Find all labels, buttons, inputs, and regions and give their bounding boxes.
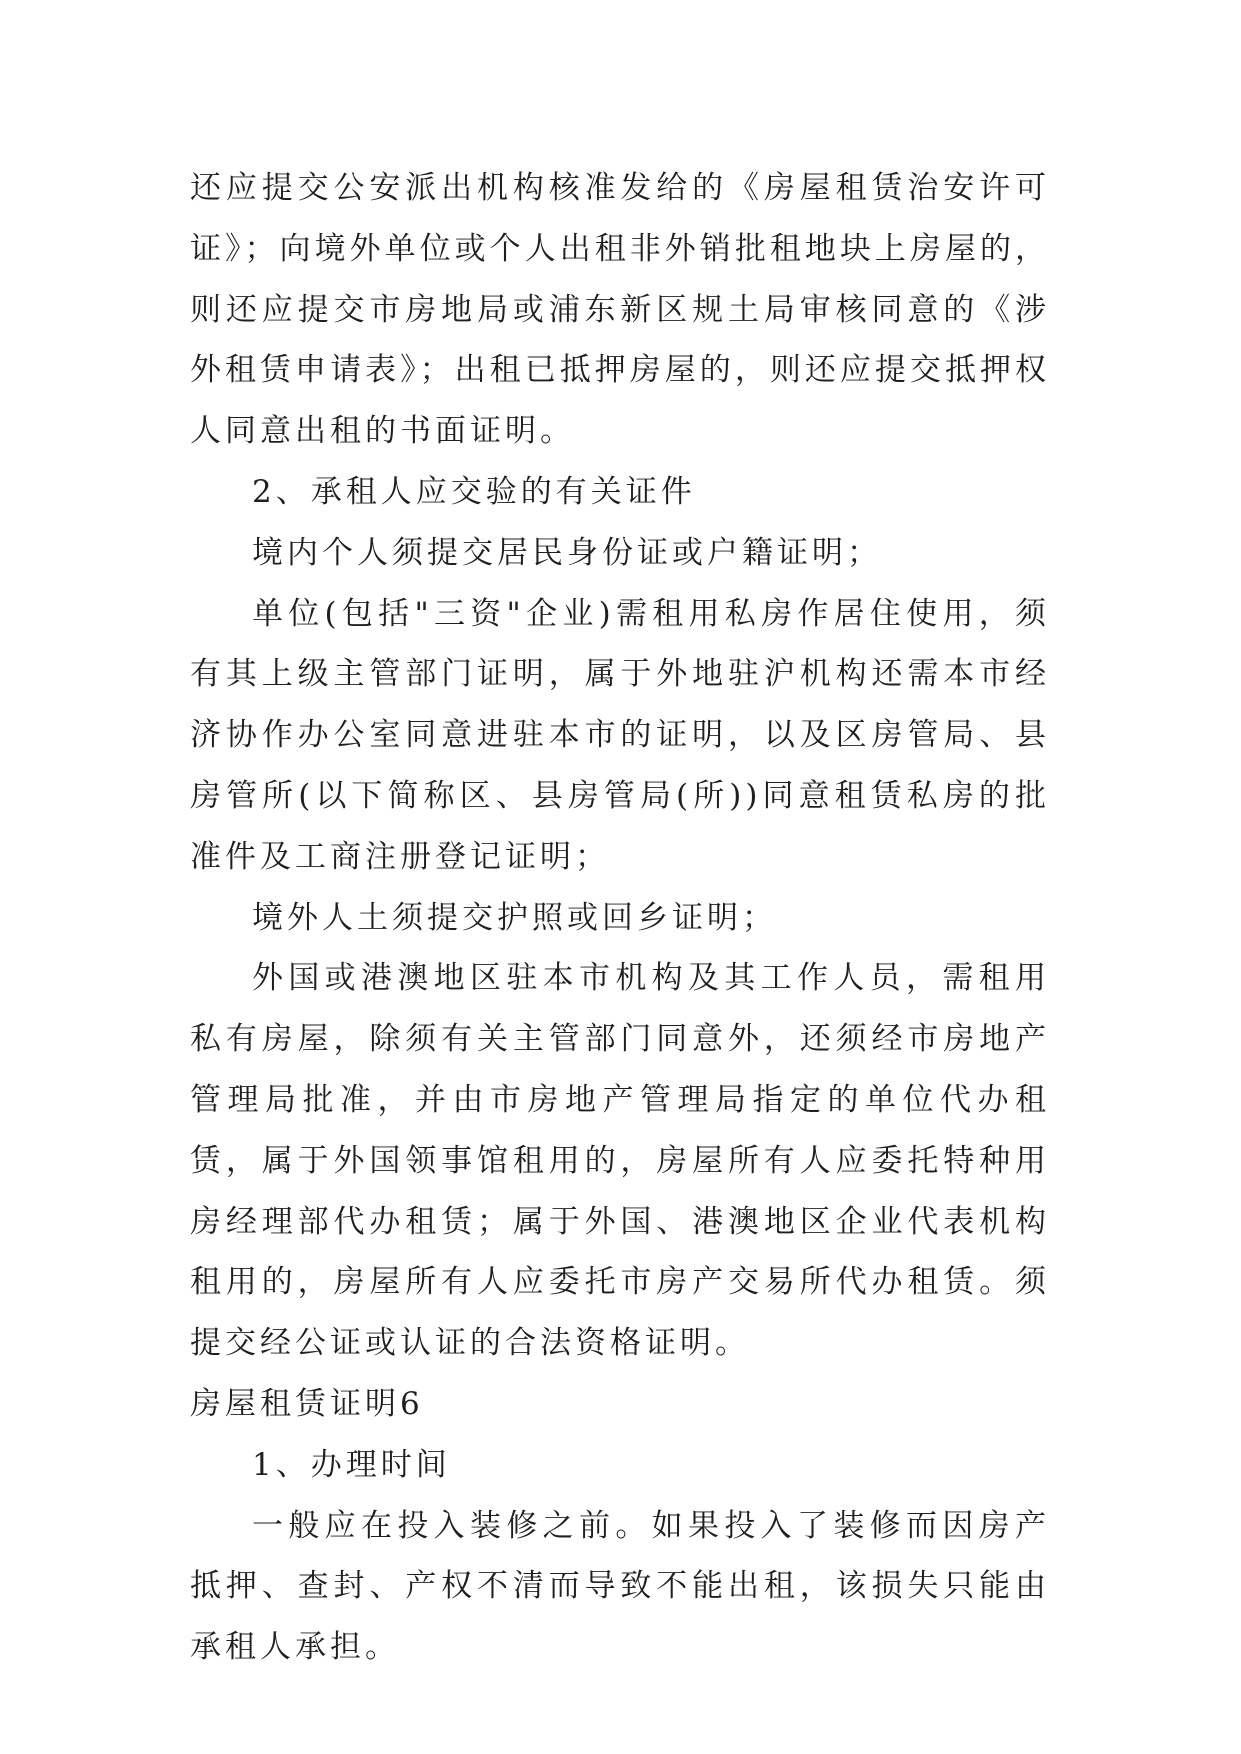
document-title: 房屋租赁证明6 xyxy=(190,1385,424,1422)
document-body xyxy=(190,158,1050,1678)
section-heading: 1、办理时间 xyxy=(252,1446,451,1483)
paragraph-continuation: 还应提交公安派出机构核准发给的《房屋租赁治安许可证》；向境外单位或个人出租非外销批租地块上房屋的，则还应提交市房地局或浦东新区规土局审核同意的《涉外租赁申请表》；出租已抵押房屋的，则还应提交抵押权人同意出租的书面证明。 xyxy=(190,170,1050,450)
paragraph: 外国或港澳地区驻本市机构及其工作人员，需租用私有房屋，除须有关主管部门同意外，还须经市房地产管理局批准，并由市房地产管理局指定的单位代办租赁，属于外国领事馆租用的，房屋所有人应委托特种用房经理部代办租赁；属于外国、港澳地区企业代表机构租用的，房屋所有人应委托市房产交易所代办租赁。须提交经公证或认证的合法资格证明。 xyxy=(190,960,1050,1362)
paragraph: 境外人土须提交护照或回乡证明； xyxy=(252,899,777,936)
paragraph: 一般应在投入装修之前。如果投入了装修而因房产抵押、查封、产权不清而导致不能出租，该损失只能由承租人承担。 xyxy=(190,1507,1050,1666)
paragraph: 单位(包括"三资"企业)需租用私房作居住使用，须有其上级主管部门证明，属于外地驻沪机构还需本市经济协作办公室同意进驻本市的证明，以及区房管局、县房管所(以下简称区、县房管局(所))同意租赁私房的批准件及工商注册登记证明； xyxy=(190,595,1050,875)
paragraph: 境内个人须提交居民身份证或户籍证明； xyxy=(252,534,882,571)
section-heading: 2、承租人应交验的有关证件 xyxy=(252,473,696,510)
